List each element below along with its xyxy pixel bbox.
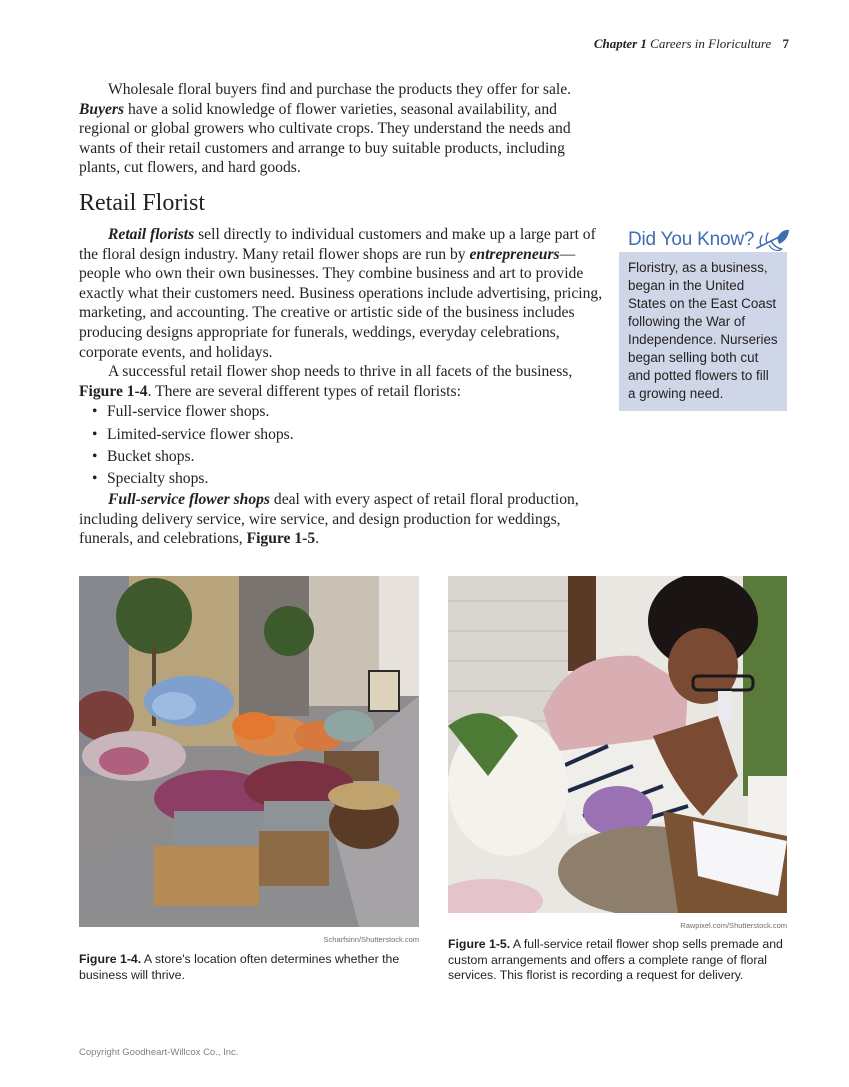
photo-credit: Scharfsinn/Shutterstock.com bbox=[323, 935, 419, 944]
text: Wholesale floral buyers find and purchase the products they offer for sale. bbox=[108, 81, 572, 98]
paragraph-retail-florists bbox=[79, 225, 603, 362]
paragraph-full-service bbox=[79, 490, 603, 549]
running-head bbox=[594, 36, 789, 52]
figure-caption bbox=[79, 952, 419, 983]
figure-reference[interactable]: Figure 1-5 bbox=[246, 530, 316, 548]
paragraph-wholesale bbox=[79, 80, 603, 178]
figure-label: Figure 1-4. bbox=[79, 952, 142, 966]
list-item: • Full-service flower shops. bbox=[107, 401, 603, 423]
key-term-retail-florists: Retail florists bbox=[108, 226, 195, 243]
page-number: 7 bbox=[782, 36, 789, 51]
text: have a solid knowledge of flower varieties, seasonal availability, and regional or global growers who cultivate crops. They understand the needs and wants of their retail customers and arrange to buy suitable products, including plants, cut flowers, and hard goods. bbox=[79, 100, 571, 177]
text: . bbox=[315, 530, 320, 548]
flower-shop-photo-illustration bbox=[79, 576, 419, 927]
chapter-number: Chapter 1 bbox=[593, 36, 647, 51]
key-term-full-service: Full-service flower shops bbox=[108, 491, 270, 509]
did-you-know-title: Did You Know? bbox=[628, 229, 755, 250]
text: sell directly to individual customers and make up a large part of the floral design industry. Many retail flower shops are run by bbox=[79, 226, 596, 263]
photo-credit: Rawpixel.com/Shutterstock.com bbox=[680, 921, 787, 930]
figure-label: Figure 1-5. bbox=[448, 937, 511, 951]
section-heading: Retail Florist bbox=[79, 190, 205, 216]
figure-reference[interactable]: Figure 1-4 bbox=[79, 382, 148, 400]
figure-caption bbox=[448, 937, 787, 984]
did-you-know-header bbox=[619, 228, 787, 252]
figure-1-4 bbox=[79, 576, 419, 991]
text: . There are several different types of retail florists: bbox=[147, 382, 461, 400]
text: deal with every aspect of retail floral production, including delivery service, wire service, and design production for weddings, funerals, and celebrations, bbox=[79, 491, 579, 548]
florist-photo-illustration bbox=[448, 576, 787, 913]
list-item: • Bucket shops. bbox=[107, 446, 603, 468]
text: A successful retail flower shop needs to thrive in all facets of the business, bbox=[108, 363, 573, 381]
key-term-entrepreneurs: entrepreneurs bbox=[469, 245, 560, 263]
chapter-title: Careers in Floriculture bbox=[650, 36, 772, 51]
text: —people who own their own businesses. They combine business and art to provide exactly what their customers need. Business operations include advertising, pricing, marketing, and accounting. The creative or artistic side of the business includes producing designs appropriate for funerals, weddings, everyday celebrations, corporate events, and holidays. bbox=[79, 245, 603, 361]
paragraph-successful-shop bbox=[79, 362, 603, 401]
figure-1-4-photo bbox=[79, 576, 419, 927]
retail-florist-section bbox=[79, 225, 603, 549]
copyright-footer: Copyright Goodheart-Willcox Co., Inc. bbox=[79, 1047, 239, 1058]
caption-text: A store's location often determines whether the business will thrive. bbox=[79, 952, 400, 982]
list-item: • Specialty shops. bbox=[107, 468, 603, 490]
key-term-buyers: Buyers bbox=[79, 100, 125, 118]
caption-text: A full-service retail flower shop sells premade and custom arrangements and offers a complete range of floral services. This florist is recording a request for delivery. bbox=[448, 937, 783, 983]
figure-1-5 bbox=[448, 576, 787, 991]
figure-1-5-photo bbox=[448, 576, 787, 913]
did-you-know-sidebar bbox=[619, 228, 787, 411]
list-item: • Limited-service flower shops. bbox=[107, 424, 603, 446]
florist-types-list bbox=[79, 401, 603, 490]
leaf-sprig-icon bbox=[755, 228, 791, 252]
did-you-know-body: Floristry, as a business, began in the United States on the East Coast following the War of Independence. Nurseries began selling both cut and potted flowers to fill a growing need. bbox=[619, 252, 787, 411]
